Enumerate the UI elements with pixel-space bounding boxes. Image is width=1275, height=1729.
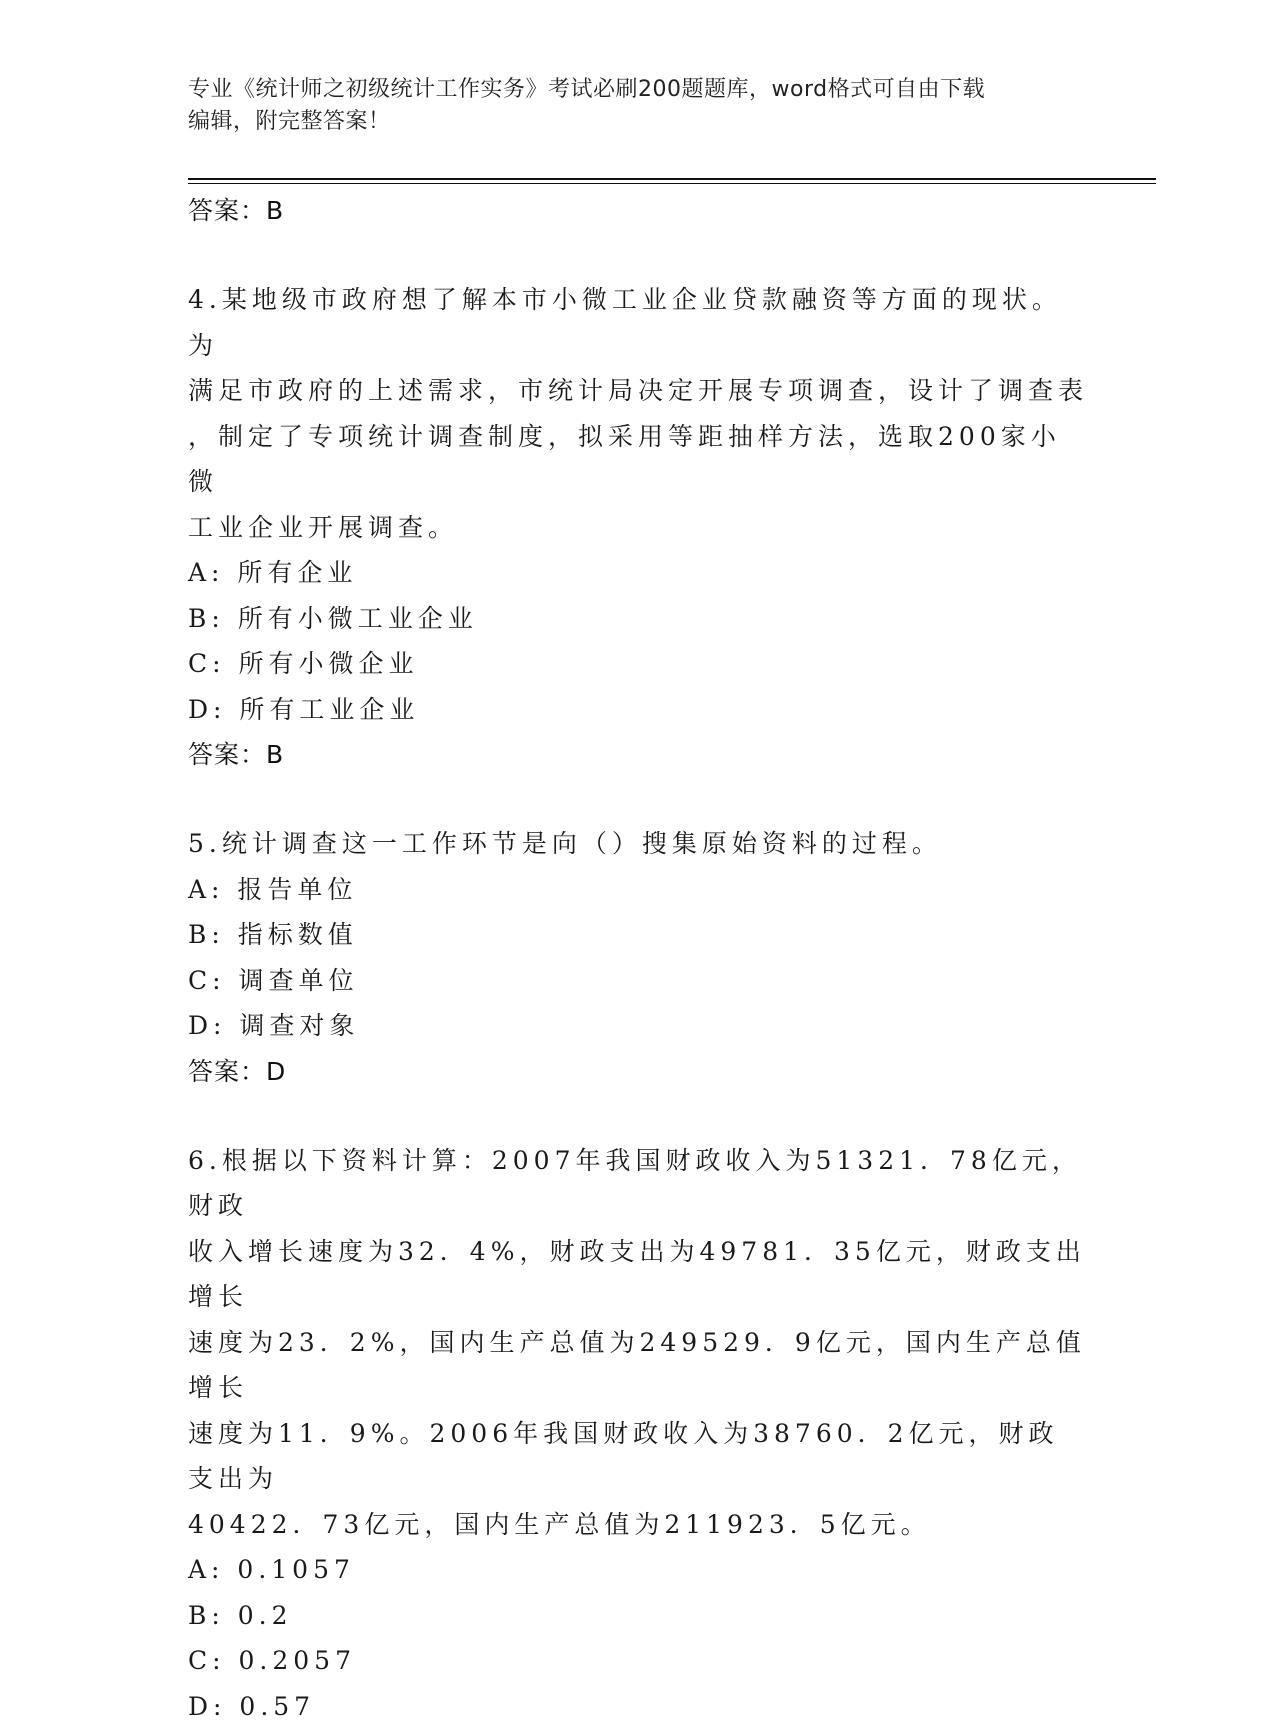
- option-c: C: 0.2057: [188, 1638, 1088, 1684]
- question-stem-line: 6.根据以下资料计算：2007年我国财政收入为51321．78亿元，财政: [188, 1138, 1088, 1229]
- question-stem-line: 4.某地级市政府想了解本市小微工业企业贷款融资等方面的现状。为: [188, 277, 1088, 368]
- question-stem-line: ，制定了专项统计调查制度，拟采用等距抽样方法，选取200家小微: [188, 414, 1088, 505]
- question-4: [188, 277, 1088, 732]
- spacer: [188, 233, 1088, 277]
- option-a: A: 所有企业: [188, 550, 1088, 596]
- spacer: [188, 1094, 1088, 1138]
- option-a: A: 0.1057: [188, 1547, 1088, 1593]
- question-stem-line: 速度为23．2%，国内生产总值为249529．9亿元，国内生产总值增长: [188, 1320, 1088, 1411]
- answer-q4: 答案：B: [188, 732, 1088, 777]
- header-divider-thick: [188, 178, 1156, 180]
- question-stem-line: 40422．73亿元，国内生产总值为211923．5亿元。: [188, 1502, 1088, 1548]
- header-line-2: 编辑，附完整答案！: [188, 106, 1088, 138]
- answer-q3: 答案：B: [188, 188, 1088, 233]
- question-stem-line: 工业企业开展调查。: [188, 505, 1088, 551]
- option-d: D: 调查对象: [188, 1003, 1088, 1049]
- option-a: A: 报告单位: [188, 867, 1088, 913]
- option-c: C: 调查单位: [188, 958, 1088, 1004]
- spacer: [188, 777, 1088, 821]
- question-list: [188, 188, 1088, 1729]
- header-divider-thin: [188, 183, 1156, 184]
- option-d: D: 所有工业企业: [188, 687, 1088, 733]
- option-b: B: 所有小微工业企业: [188, 596, 1088, 642]
- option-b: B: 指标数值: [188, 912, 1088, 958]
- question-5: [188, 821, 1088, 1049]
- question-stem-line: 收入增长速度为32．4%，财政支出为49781．35亿元，财政支出增长: [188, 1229, 1088, 1320]
- question-6: [188, 1138, 1088, 1729]
- question-stem-line: 5.统计调查这一工作环节是向（）搜集原始资料的过程。: [188, 821, 1088, 867]
- option-d: D: 0.57: [188, 1684, 1088, 1729]
- answer-q5: 答案：D: [188, 1049, 1088, 1094]
- header-line-1: 专业《统计师之初级统计工作实务》考试必刷200题题库，word格式可自由下载: [188, 74, 1088, 106]
- document-header: [188, 74, 1088, 138]
- option-c: C: 所有小微企业: [188, 641, 1088, 687]
- question-stem-line: 速度为11．9%。2006年我国财政收入为38760．2亿元，财政支出为: [188, 1411, 1088, 1502]
- question-stem-line: 满足市政府的上述需求，市统计局决定开展专项调查，设计了调查表: [188, 368, 1088, 414]
- option-b: B: 0.2: [188, 1593, 1088, 1639]
